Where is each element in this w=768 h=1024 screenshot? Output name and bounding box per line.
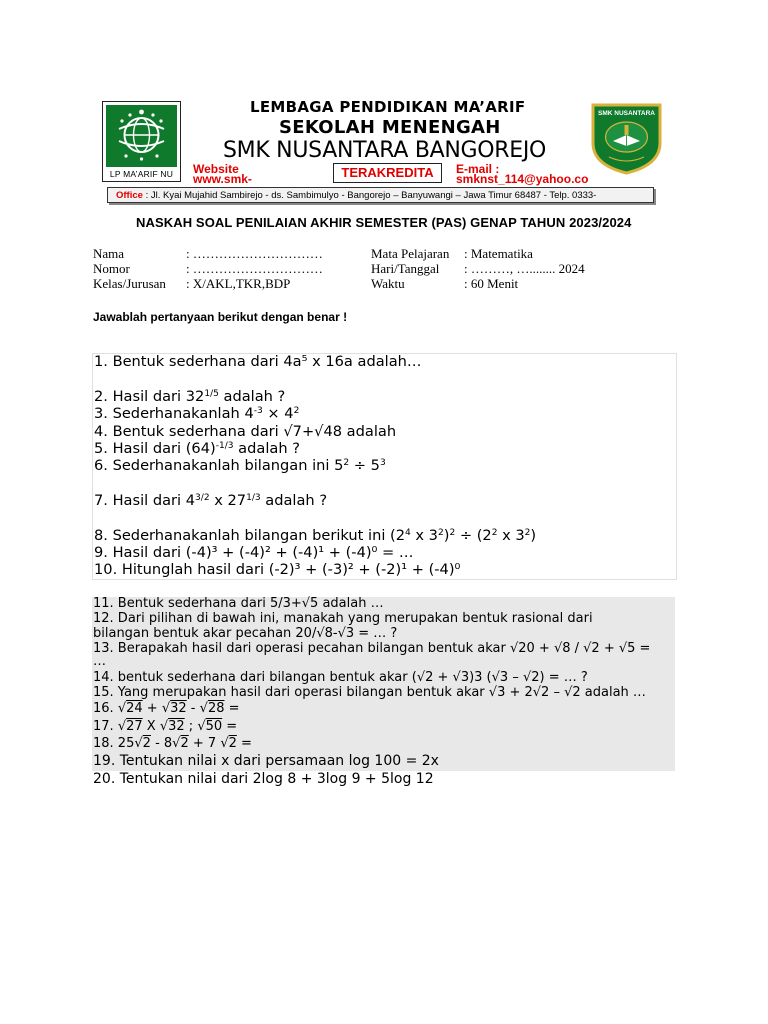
accreditation-badge: TERAKREDITA <box>333 163 442 183</box>
website-label: Website <box>193 162 239 176</box>
question-5: 5. Hasil dari $(64)^{-1/3}$ adalah ? <box>94 440 300 457</box>
nomor-label: Nomor <box>93 261 130 276</box>
question-13-cont: … <box>93 654 106 669</box>
question-3: 3. Sederhanakanlah $4^{-3} \times 4^2$ <box>94 405 300 422</box>
waktu-label: Waktu <box>371 276 405 291</box>
nama-value: : ………………………… <box>186 246 323 261</box>
office-address-bar <box>107 187 654 203</box>
kelas-value: : X/AKL,TKR,BDP <box>186 276 291 291</box>
website-value: www.smk- <box>193 172 252 186</box>
hari-value: : ………, …........ 2024 <box>464 261 585 276</box>
instruction: Jawablah pertanyaan berikut dengan benar ! <box>93 310 348 324</box>
question-10: 10. Hitunglah hasil dari (-2)³ + (-3)² + (-2)¹ + (-4)⁰ <box>94 561 461 578</box>
institution-name: LEMBAGA PENDIDIKAN MA’ARIF <box>250 98 526 116</box>
question-17: 17. √27 X √32 ; √50 = <box>93 719 238 734</box>
question-8: 8. Sederhanakanlah bilangan berikut ini ($2^4$ x $3^2)^2 \div (2^2$ x $3^2$) <box>94 527 537 544</box>
school-shield-icon <box>589 99 664 175</box>
question-13: 13. Berapakah hasil dari operasi pecahan bilangan bentuk akar √20 + √8 / √2 + √5 = <box>93 641 651 656</box>
hari-label: Hari/Tanggal <box>371 261 440 276</box>
school-name: SMK NUSANTARA BANGOREJO <box>223 138 547 163</box>
office-address: : Jl. Kyai Mujahid Sambirejo - ds. Sambimulyo - Bangorejo – Banyuwangi – Jawa Timur 68487 - Telp. 0333- <box>142 190 597 201</box>
lp-maarif-logo <box>102 101 181 182</box>
office-label: Office <box>116 190 143 201</box>
question-19: 19. Tentukan nilai x dari persamaan log 100 = 2x <box>93 753 439 769</box>
question-14: 14. bentuk sederhana dari bilangan bentuk akar (√2 + √3)3 (√3 – √2) = … ? <box>93 670 588 685</box>
question-16: 16. √24 + √32 - √28 = <box>93 701 240 716</box>
kelas-label: Kelas/Jurusan <box>93 276 166 291</box>
question-9: 9. Hasil dari (-4)³ + (-4)² + (-4)¹ + (-4)⁰ = … <box>94 544 414 561</box>
right-logo-title: SMK NUSANTARA <box>598 110 655 117</box>
question-18: 18. 25√2 - 8√2 + 7 √2 = <box>93 736 252 751</box>
question-4: 4. Bentuk sederhana dari √7+√48 adalah <box>94 423 397 440</box>
question-12-cont: bilangan bentuk akar pecahan 20/√8-√3 = … ? <box>93 626 398 641</box>
question-15: 15. Yang merupakan hasil dari operasi bilangan bentuk akar √3 + 2√2 – √2 adalah … <box>93 685 646 700</box>
question-2: 2. Hasil dari $32^{1/5}$ adalah ? <box>94 388 286 405</box>
question-12: 12. Dari pilihan di bawah ini, manakah yang merupakan bentuk rasional dari <box>93 611 593 626</box>
school-level: SEKOLAH MENENGAH <box>279 117 501 138</box>
email-label: E-mail : <box>456 162 500 176</box>
waktu-value: : 60 Menit <box>464 276 519 291</box>
question-20: 20. Tentukan nilai dari 2log 8 + 3log 9 + 5log 12 <box>93 771 434 787</box>
mapel-label: Mata Pelajaran <box>371 246 450 261</box>
smk-nusantara-logo <box>589 99 664 175</box>
nomor-value: : ………………………… <box>186 261 323 276</box>
email-value: smknst_114@yahoo.co <box>456 172 589 186</box>
question-1: 1. Bentuk sederhana dari 4a⁵ x 16a adalah… <box>94 353 422 370</box>
question-6: 6. Sederhanakanlah bilangan ini $5^2 \div 5^3$ <box>94 457 386 474</box>
exam-title: NASKAH SOAL PENILAIAN AKHIR SEMESTER (PAS) GENAP TAHUN 2023/2024 <box>136 215 632 230</box>
nama-label: Nama <box>93 246 125 261</box>
nu-globe-icon <box>106 105 177 167</box>
left-logo-caption: LP MA’ARIF NU <box>109 169 174 179</box>
mapel-value: : Matematika <box>464 246 533 261</box>
question-11: 11. Bentuk sederhana dari 5/3+√5 adalah … <box>93 596 384 611</box>
question-7: 7. Hasil dari $4^{3/2}$ x $27^{1/3}$ adalah ? <box>94 492 328 509</box>
